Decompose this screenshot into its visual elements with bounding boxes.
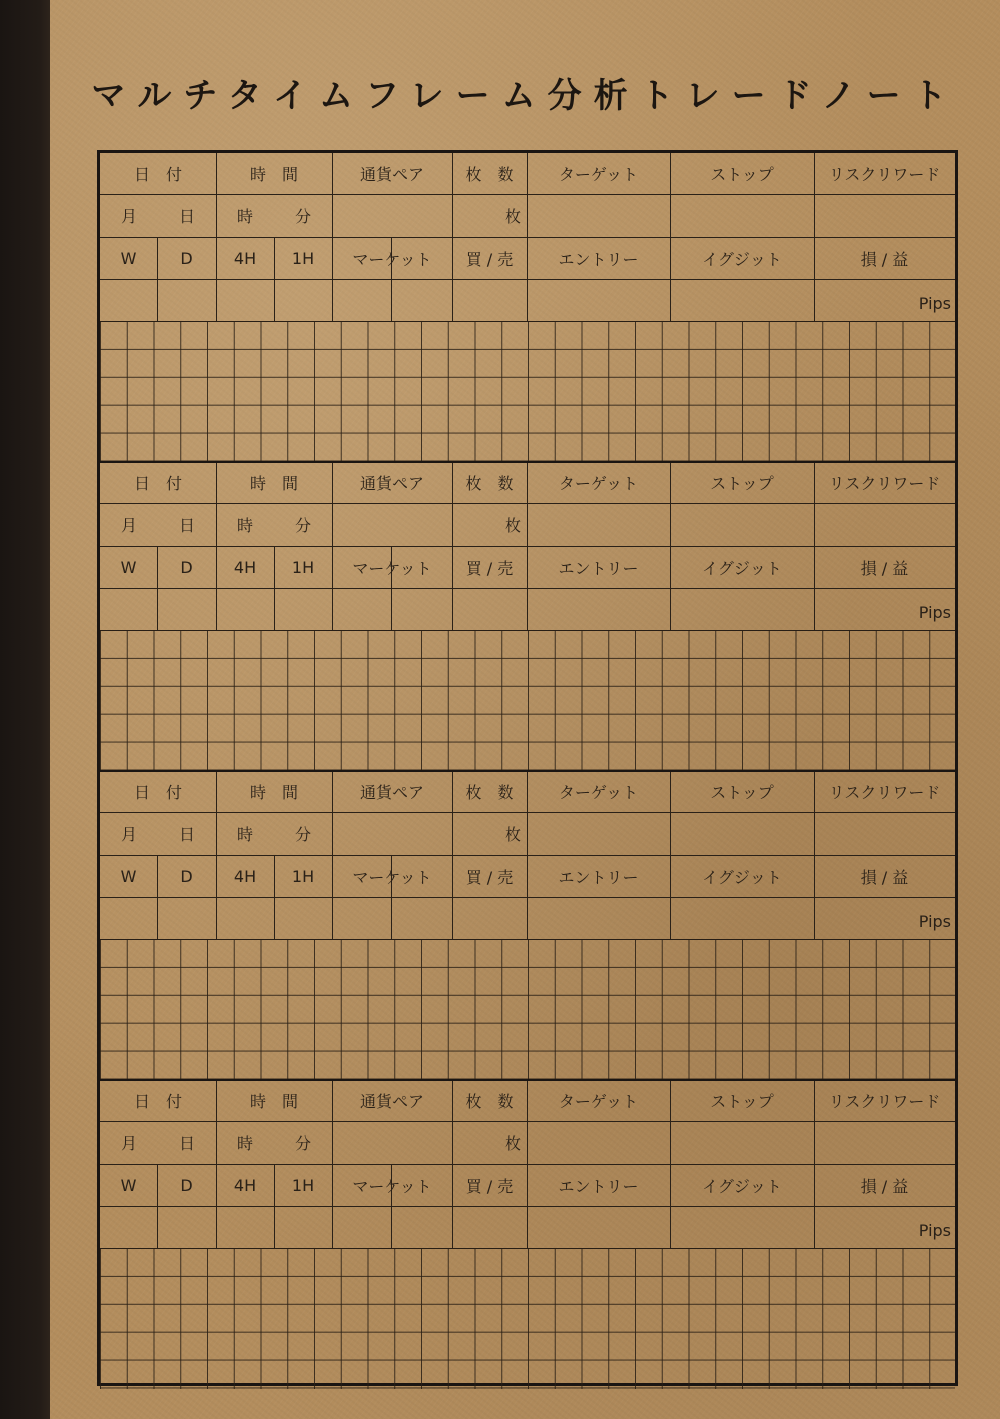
currency-pair-label: 通貨ペア	[359, 474, 424, 493]
market-field[interactable]	[332, 279, 452, 321]
day-label: 日	[178, 516, 195, 535]
risk-reward-field[interactable]	[814, 503, 955, 546]
minute-label: 分	[294, 825, 311, 844]
h4-field[interactable]	[216, 897, 274, 939]
market-label: マーケット	[352, 558, 432, 578]
profit-loss-label: 損 / 益	[860, 558, 909, 578]
market-label: マーケット	[352, 249, 432, 269]
profit-loss-label: 損 / 益	[860, 867, 909, 887]
h4-field[interactable]	[216, 279, 274, 321]
buy-sell-label: 買 / 売	[465, 1176, 514, 1196]
stop-field[interactable]	[670, 503, 814, 546]
risk-reward-field[interactable]	[814, 1121, 955, 1164]
h4-label: 4H	[233, 1175, 257, 1195]
weekly-field[interactable]	[100, 279, 157, 321]
weekly-field[interactable]	[100, 897, 157, 939]
h1-field[interactable]	[274, 279, 332, 321]
risk-reward-label: リスクリワード	[828, 165, 941, 184]
exit-label: イグジット	[702, 1176, 782, 1196]
day-label: 日	[178, 825, 195, 844]
trade-header-table	[100, 771, 955, 939]
stop-field[interactable]	[670, 194, 814, 237]
pips-label: Pips	[918, 912, 951, 931]
entry-label: エントリー	[558, 867, 639, 887]
entry-field[interactable]	[527, 1206, 670, 1248]
entry-label: エントリー	[558, 249, 639, 269]
lots-field[interactable]	[452, 503, 527, 546]
hour-label: 時	[236, 825, 253, 844]
notes-grid[interactable]	[100, 321, 955, 462]
exit-field[interactable]	[670, 279, 814, 321]
currency-pair-field[interactable]	[332, 194, 452, 237]
h1-label: 1H	[291, 248, 315, 268]
day-label: 日	[178, 1134, 195, 1153]
currency-pair-field[interactable]	[332, 1121, 452, 1164]
h4-field[interactable]	[216, 588, 274, 630]
daily-field[interactable]	[157, 1206, 216, 1248]
target-label: ターゲット	[558, 1092, 639, 1111]
date-label: 日 付	[133, 165, 182, 184]
risk-reward-field[interactable]	[814, 812, 955, 855]
trade-entry-block	[100, 153, 955, 462]
currency-pair-field[interactable]	[332, 812, 452, 855]
buy-sell-field[interactable]	[452, 897, 527, 939]
block-divider	[100, 461, 955, 463]
daily-label: D	[180, 557, 193, 577]
trade-header-table	[100, 153, 955, 321]
h1-field[interactable]	[274, 1206, 332, 1248]
time-label: 時 間	[249, 1092, 298, 1111]
market-field[interactable]	[332, 897, 452, 939]
pips-field[interactable]	[814, 588, 955, 630]
market-field[interactable]	[332, 1206, 452, 1248]
weekly-label: W	[120, 557, 137, 577]
time-field[interactable]	[216, 812, 332, 855]
h4-field[interactable]	[216, 1206, 274, 1248]
target-field[interactable]	[527, 194, 670, 237]
currency-pair-label: 通貨ペア	[359, 783, 424, 802]
target-field[interactable]	[527, 1121, 670, 1164]
stop-label: ストップ	[710, 783, 774, 802]
minute-label: 分	[294, 516, 311, 535]
entry-label: エントリー	[558, 1176, 639, 1196]
risk-reward-label: リスクリワード	[828, 474, 941, 493]
exit-label: イグジット	[702, 249, 782, 269]
target-field[interactable]	[527, 812, 670, 855]
date-field[interactable]	[100, 812, 216, 855]
daily-label: D	[180, 1175, 193, 1195]
page-title: マルチタイムフレーム分析トレードノート	[91, 76, 959, 116]
exit-field[interactable]	[670, 897, 814, 939]
weekly-label: W	[120, 866, 137, 886]
pips-label: Pips	[918, 294, 951, 313]
trade-entry-block	[100, 1080, 955, 1389]
notes-grid[interactable]	[100, 939, 955, 1080]
entry-field[interactable]	[527, 897, 670, 939]
hour-label: 時	[236, 207, 253, 226]
date-label: 日 付	[133, 1092, 182, 1111]
exit-label: イグジット	[702, 558, 782, 578]
notes-grid[interactable]	[100, 1248, 955, 1389]
buy-sell-label: 買 / 売	[465, 249, 514, 269]
currency-pair-field[interactable]	[332, 503, 452, 546]
lots-field[interactable]	[452, 194, 527, 237]
target-field[interactable]	[527, 503, 670, 546]
lots-label: 枚 数	[465, 1092, 514, 1111]
trade-entry-block	[100, 771, 955, 1080]
h4-label: 4H	[233, 557, 257, 577]
stop-label: ストップ	[710, 165, 774, 184]
trade-log-sheet	[97, 150, 958, 1386]
pips-field[interactable]	[814, 279, 955, 321]
weekly-label: W	[120, 1175, 137, 1195]
risk-reward-field[interactable]	[814, 194, 955, 237]
date-field[interactable]	[100, 194, 216, 237]
trade-entry-block	[100, 462, 955, 771]
entry-field[interactable]	[527, 279, 670, 321]
date-field[interactable]	[100, 503, 216, 546]
pips-label: Pips	[918, 603, 951, 622]
risk-reward-label: リスクリワード	[828, 783, 941, 802]
stop-field[interactable]	[670, 812, 814, 855]
lots-label: 枚 数	[465, 474, 514, 493]
lots-field[interactable]	[452, 812, 527, 855]
risk-reward-label: リスクリワード	[828, 1092, 941, 1111]
notebook-spine	[0, 0, 50, 1419]
entry-field[interactable]	[527, 588, 670, 630]
target-label: ターゲット	[558, 165, 639, 184]
daily-label: D	[180, 248, 193, 268]
exit-label: イグジット	[702, 867, 782, 887]
trade-header-table	[100, 462, 955, 630]
notes-grid[interactable]	[100, 630, 955, 771]
market-label: マーケット	[352, 1176, 432, 1196]
stop-field[interactable]	[670, 1121, 814, 1164]
h1-field[interactable]	[274, 588, 332, 630]
time-field[interactable]	[216, 1121, 332, 1164]
date-field[interactable]	[100, 1121, 216, 1164]
lot-unit-label: 枚	[504, 825, 521, 844]
block-divider	[100, 770, 955, 772]
lot-unit-label: 枚	[504, 1134, 521, 1153]
exit-field[interactable]	[670, 1206, 814, 1248]
time-label: 時 間	[249, 474, 298, 493]
buy-sell-field[interactable]	[452, 588, 527, 630]
stop-label: ストップ	[710, 1092, 774, 1111]
minute-label: 分	[294, 1134, 311, 1153]
date-label: 日 付	[133, 474, 182, 493]
time-field[interactable]	[216, 194, 332, 237]
weekly-label: W	[120, 248, 137, 268]
stop-label: ストップ	[710, 474, 774, 493]
date-label: 日 付	[133, 783, 182, 802]
buy-sell-field[interactable]	[452, 1206, 527, 1248]
daily-field[interactable]	[157, 588, 216, 630]
lot-unit-label: 枚	[504, 516, 521, 535]
h1-label: 1H	[291, 557, 315, 577]
trade-header-table	[100, 1080, 955, 1248]
profit-loss-label: 損 / 益	[860, 1176, 909, 1196]
currency-pair-label: 通貨ペア	[359, 165, 424, 184]
daily-field[interactable]	[157, 279, 216, 321]
buy-sell-label: 買 / 売	[465, 558, 514, 578]
lots-label: 枚 数	[465, 165, 514, 184]
time-label: 時 間	[249, 165, 298, 184]
currency-pair-label: 通貨ペア	[359, 1092, 424, 1111]
hour-label: 時	[236, 1134, 253, 1153]
month-label: 月	[120, 1134, 137, 1153]
month-label: 月	[120, 825, 137, 844]
weekly-field[interactable]	[100, 1206, 157, 1248]
profit-loss-label: 損 / 益	[860, 249, 909, 269]
time-label: 時 間	[249, 783, 298, 802]
pips-label: Pips	[918, 1221, 951, 1240]
lot-unit-label: 枚	[504, 207, 521, 226]
time-field[interactable]	[216, 503, 332, 546]
month-label: 月	[120, 516, 137, 535]
pips-field[interactable]	[814, 897, 955, 939]
target-label: ターゲット	[558, 783, 639, 802]
market-label: マーケット	[352, 867, 432, 887]
market-field[interactable]	[332, 588, 452, 630]
lots-label: 枚 数	[465, 783, 514, 802]
lots-field[interactable]	[452, 1121, 527, 1164]
entry-label: エントリー	[558, 558, 639, 578]
weekly-field[interactable]	[100, 588, 157, 630]
exit-field[interactable]	[670, 588, 814, 630]
month-label: 月	[120, 207, 137, 226]
buy-sell-label: 買 / 売	[465, 867, 514, 887]
minute-label: 分	[294, 207, 311, 226]
h1-field[interactable]	[274, 897, 332, 939]
h4-label: 4H	[233, 866, 257, 886]
daily-field[interactable]	[157, 897, 216, 939]
h4-label: 4H	[233, 248, 257, 268]
day-label: 日	[178, 207, 195, 226]
block-divider	[100, 1079, 955, 1081]
h1-label: 1H	[291, 866, 315, 886]
daily-label: D	[180, 866, 193, 886]
target-label: ターゲット	[558, 474, 639, 493]
pips-field[interactable]	[814, 1206, 955, 1248]
h1-label: 1H	[291, 1175, 315, 1195]
buy-sell-field[interactable]	[452, 279, 527, 321]
hour-label: 時	[236, 516, 253, 535]
